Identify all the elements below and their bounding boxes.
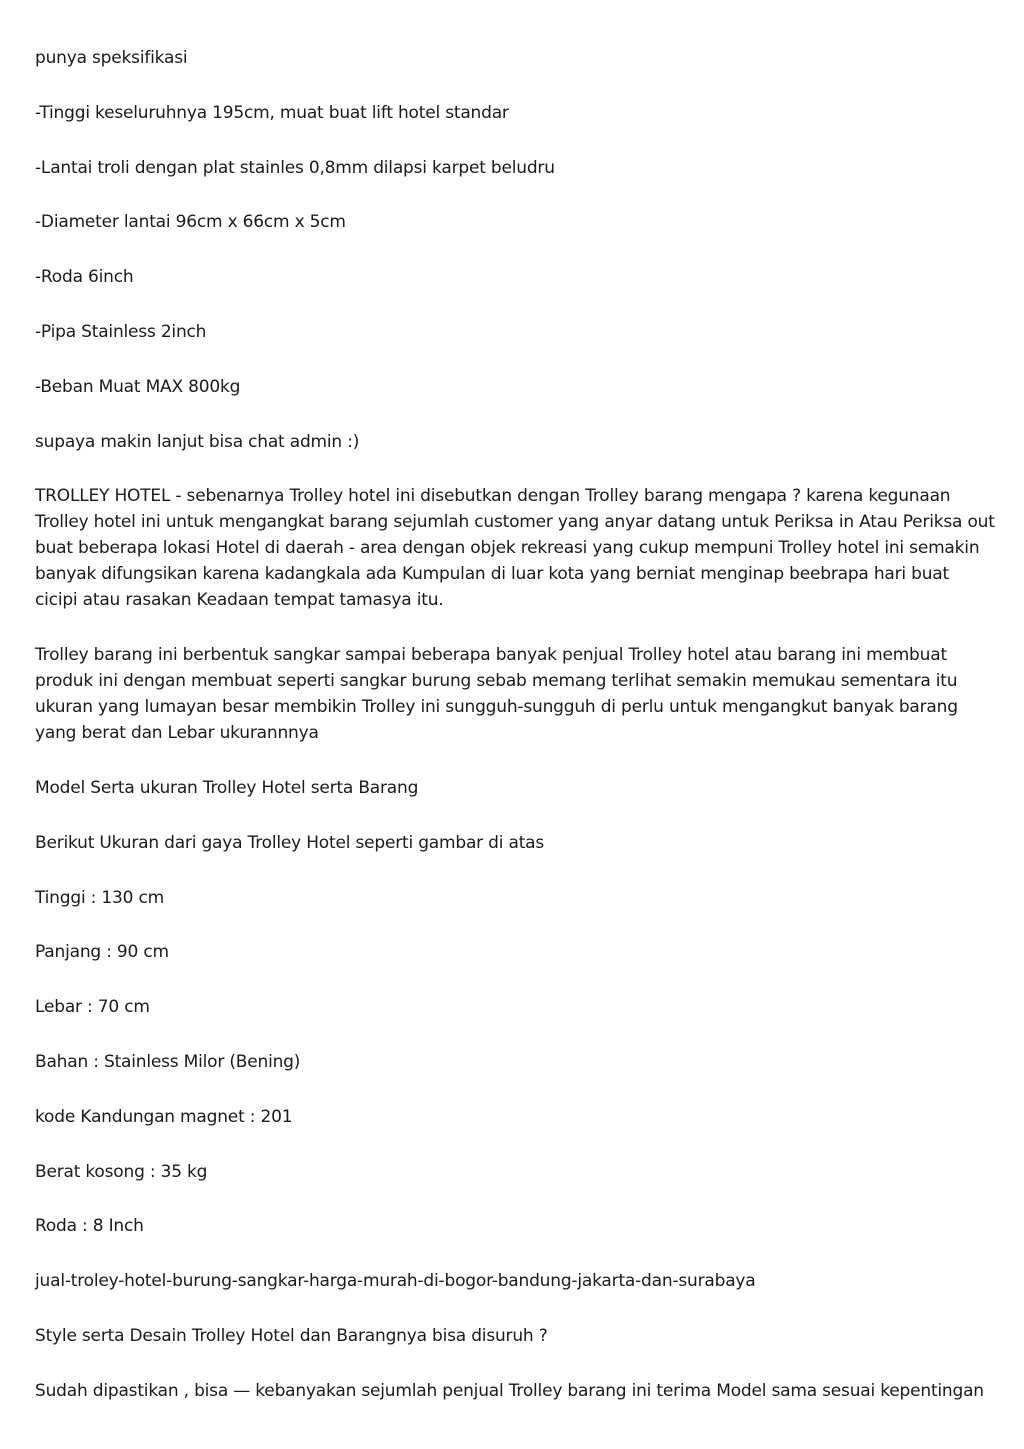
spec-height: -Tinggi keseluruhnya 195cm, muat buat lift hotel standar [35,102,509,123]
spec-pipe: -Pipa Stainless 2inch [35,321,207,342]
size-empty-weight: Berat kosong : 35 kg [35,1161,208,1182]
size-wheel: Roda : 8 Inch [35,1216,144,1237]
trolley-cage-description: Trolley barang ini berbentuk sangkar sampai beberapa banyak penjual Trolley hotel atau barang ini membuat produk ini dengan membuat seperti sangkar burung sebab memang terlihat semakin memukau sementara itu ukuran yang lumayan besar membikin Trolley ini sungguh-sungguh di perlu untuk mengangkut banyak barang yang berat dan Lebar ukurannnya [35,645,958,744]
document-body [35,45,995,1404]
size-intro: Berikut Ukuran dari gaya Trolley Hotel seperti gambar di atas [35,832,545,853]
spec-max-load: -Beban Muat MAX 800kg [35,376,241,397]
trolley-hotel-description: TROLLEY HOTEL - sebenarnya Trolley hotel ini disebutkan dengan Trolley barang mengapa ? karena kegunaan Trolley hotel ini untuk mengangkat barang sejumlah customer yang anyar datang untuk Periksa in Atau Periksa out buat beberapa lokasi Hotel di daerah - area dengan objek rekreasi yang cukup mempuni Trolley hotel ini semakin banyak difungsikan karena kadangkala ada Kumpulan di luar kota yang berniat menginap beebrapa hari buat cicipi atau rasakan Keadaan tempat tamasya itu. [35,486,995,611]
size-material: Bahan : Stainless Milor (Bening) [35,1051,301,1072]
style-design-answer: Sudah dipastikan , bisa — kebanyakan sejumlah penjual Trolley barang ini terima Model sama sesuai kepentingan [35,1380,984,1401]
contact-admin-note: supaya makin lanjut bisa chat admin :) [35,431,360,452]
spec-wheel: -Roda 6inch [35,267,134,288]
size-magnet-code: kode Kandungan magnet : 201 [35,1106,293,1127]
spec-floor: -Lantai troli dengan plat stainles 0,8mm dilapsi karpet beludru [35,157,555,178]
spec-intro: punya speksifikasi [35,48,188,68]
model-size-heading: Model Serta ukuran Trolley Hotel serta Barang [35,777,419,798]
spec-floor-dimensions: -Diameter lantai 96cm x 66cm x 5cm [35,212,346,233]
size-width: Lebar : 70 cm [35,997,150,1018]
size-length: Panjang : 90 cm [35,942,169,963]
product-slug: jual-troley-hotel-burung-sangkar-harga-murah-di-bogor-bandung-jakarta-dan-surabaya [35,1271,756,1292]
style-design-question: Style serta Desain Trolley Hotel dan Barangnya bisa disuruh ? [35,1325,548,1346]
size-height: Tinggi : 130 cm [35,887,164,908]
